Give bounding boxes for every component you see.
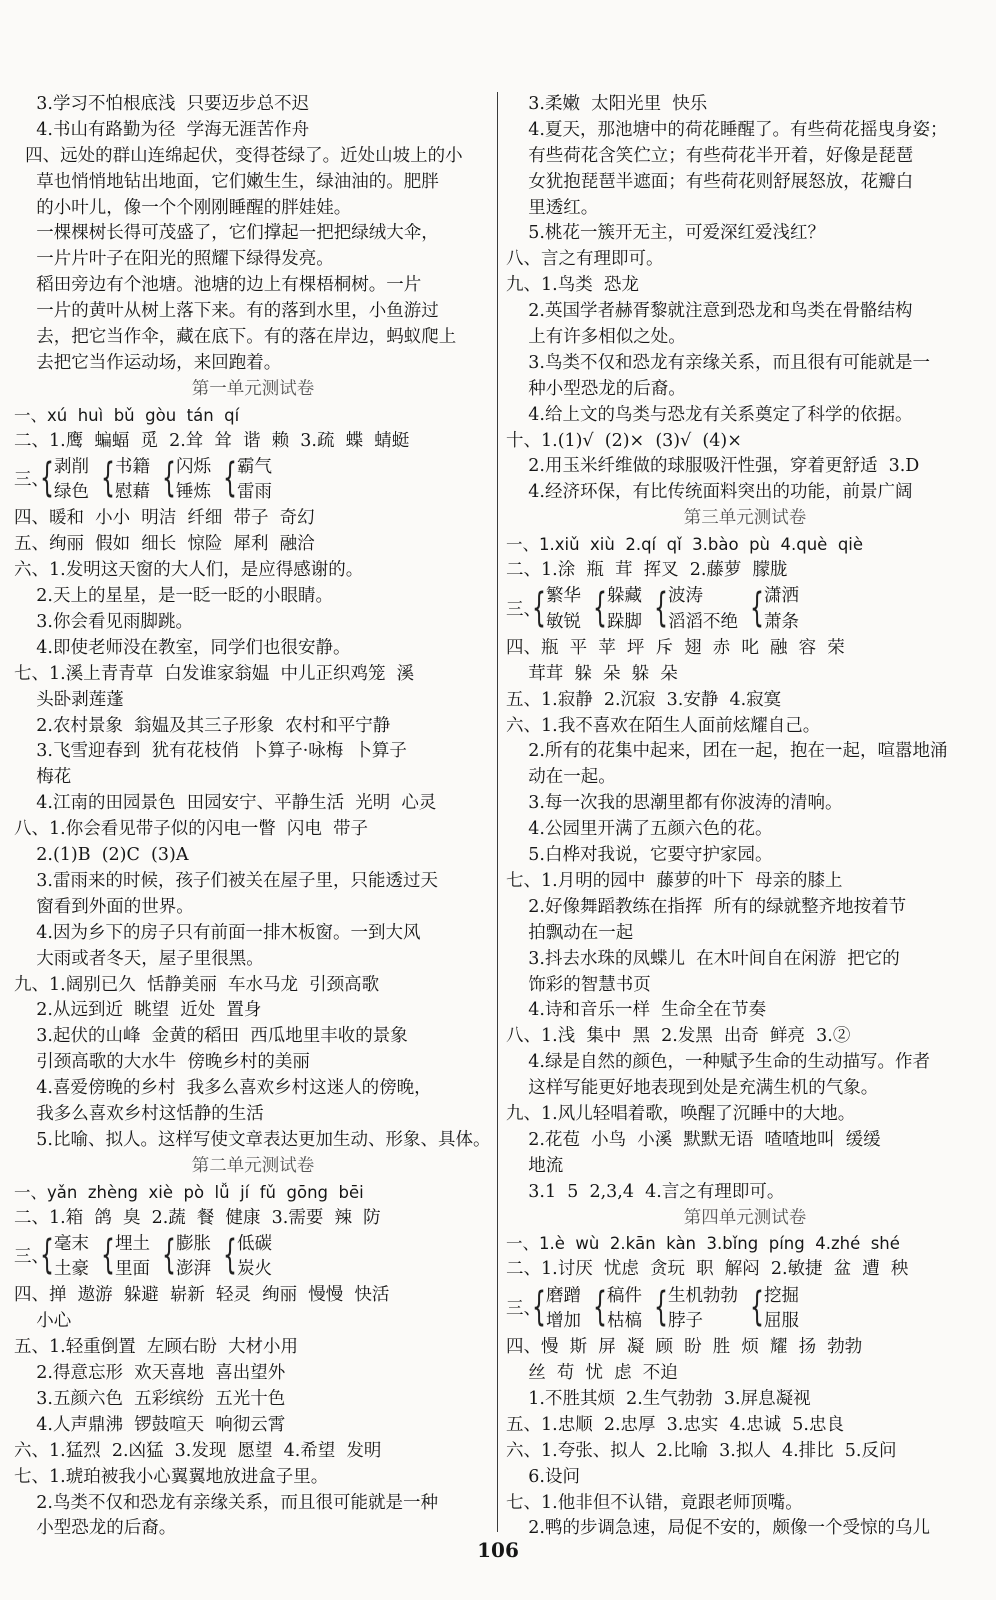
answer-line: 3.你会看见雨脚跳。 <box>14 612 193 633</box>
answer-line: 拍飘动在一起 <box>506 922 634 943</box>
answer-line: 一片片叶子在阳光的照耀下绿得发亮。 <box>14 249 334 270</box>
answer-line: 5.比喻、拟人。这样写使文章表达更加生动、形象、具体。 <box>14 1129 491 1150</box>
word-pair <box>764 584 799 635</box>
answer-line: 四、远处的群山连绵起伏，变得苍绿了。近处山坡上的小 <box>14 145 463 166</box>
word: 锤炼 <box>176 482 211 503</box>
answer-line: 上有许多相似之处。 <box>506 327 686 348</box>
answer-line: 六、1.我不喜欢在陌生人面前炫耀自己。 <box>506 715 821 736</box>
section-heading: 第四单元测试卷 <box>683 1207 807 1228</box>
answer-line: 引颈高歌的大水牛 傍晚乡村的美丽 <box>14 1052 310 1073</box>
pinyin-answer-line: 一、1.è wù 2.kān kàn 3.bǐng píng 4.zhé shé <box>506 1234 900 1254</box>
word: 稿件 <box>607 1285 642 1306</box>
answer-line: 3.五颜六色 五彩缤纷 五光十色 <box>14 1388 286 1409</box>
answer-line: 的小叶儿，像一个个刚刚睡醒的胖娃娃。 <box>14 197 352 218</box>
answer-line: 3.雷雨来的时候，孩子们被关在屋子里，只能透过天 <box>14 870 438 891</box>
answer-line: 二、1.鹰 蝙蝠 觅 2.耸 耸 谐 赖 3.疏 蝶 蜻蜓 <box>14 430 410 451</box>
brace-icon: { <box>654 584 668 631</box>
word: 跺脚 <box>607 611 642 632</box>
word: 生机勃勃 <box>668 1285 738 1306</box>
question-number: 三、 <box>506 599 541 620</box>
answer-line: 大雨或者冬天，屋子里很黑。 <box>14 948 264 969</box>
word: 潇洒 <box>764 586 799 607</box>
answer-line: 女犹抱琵琶半遮面；有些荷花则舒展怒放，花瓣白 <box>506 171 914 192</box>
answer-line: 去把它当作运动场，来回跑着。 <box>14 352 282 373</box>
answer-line: 2.英国学者赫胥黎就注意到恐龙和鸟类在骨骼结构 <box>506 301 913 322</box>
brace-icon: { <box>750 584 764 631</box>
answer-line: 4.诗和音乐一样 生命全在节奏 <box>506 1000 767 1021</box>
column-divider <box>497 92 498 1532</box>
word-pair <box>115 1232 150 1283</box>
answer-line: 五、1.忠顺 2.忠厚 3.忠实 4.忠诚 5.忠良 <box>506 1414 844 1435</box>
top-edge <box>0 0 996 1</box>
word: 敏锐 <box>546 611 581 632</box>
word: 挖掘 <box>764 1285 799 1306</box>
answer-line: 5.桃花一簇开无主，可爱深红爱浅红？ <box>506 223 825 244</box>
answer-line: 地流 <box>506 1155 564 1176</box>
word: 萧条 <box>764 611 799 632</box>
word: 雷雨 <box>237 482 272 503</box>
word: 慰藉 <box>115 482 150 503</box>
brace-icon: { <box>101 455 115 502</box>
answer-line: 窗看到外面的世界。 <box>14 896 194 917</box>
answer-line: 九、1.风儿轻唱着歌，唤醒了沉睡中的大地。 <box>506 1103 856 1124</box>
answer-line: 3.每一次我的思潮里都有你波涛的清响。 <box>506 793 843 814</box>
brace-icon: { <box>101 1232 115 1279</box>
word: 躲藏 <box>607 586 642 607</box>
answer-line: 十、1.(1)√ (2)× (3)√ (4)× <box>506 430 742 451</box>
brace-icon: { <box>162 455 176 502</box>
word: 闪烁 <box>176 456 211 477</box>
word: 滔滔不绝 <box>668 611 738 632</box>
answer-line: 五、1.寂静 2.沉寂 3.安静 4.寂寞 <box>506 689 782 710</box>
answer-line: 4.经济环保，有比传统面料突出的功能，前景广阔 <box>506 482 913 503</box>
brace-icon: { <box>532 584 546 631</box>
answer-line: 2.农村景象 翁媪及其三子形象 农村和平宁静 <box>14 715 391 736</box>
bracket-answer-group <box>506 584 984 636</box>
bracket-answer-group <box>14 1231 492 1283</box>
bracket-answer-group <box>14 454 492 506</box>
word: 毫末 <box>54 1233 89 1254</box>
pinyin-answer-line: 一、xú huì bǔ gòu tán qí <box>14 405 240 425</box>
answer-line: 6.设问 <box>506 1466 580 1487</box>
right-column <box>506 92 984 1542</box>
answer-line: 五、1.轻重倒置 左顾右盼 大材小用 <box>14 1337 298 1358</box>
word-pair <box>668 1284 738 1335</box>
word: 绿色 <box>54 482 89 503</box>
answer-line: 八、言之有理即可。 <box>506 249 664 270</box>
brace-icon: { <box>223 1232 237 1279</box>
answer-line: 头卧剥莲蓬 <box>14 689 124 710</box>
word: 剥削 <box>54 456 89 477</box>
brace-icon: { <box>593 1284 607 1331</box>
question-number: 三、 <box>14 1247 49 1268</box>
word: 磨蹭 <box>546 1285 581 1306</box>
bracket-answer-group <box>506 1283 984 1335</box>
word: 书籍 <box>115 456 150 477</box>
answer-line: 八、1.你会看见带子似的闪电一瞥 闪电 带子 <box>14 819 368 840</box>
answer-line: 4.绿是自然的颜色，一种赋予生命的生动描写。作者 <box>506 1052 930 1073</box>
question-number: 三、 <box>14 470 49 491</box>
answer-line: 二、1.箱 鸽 臭 2.蔬 餐 健康 3.需要 辣 防 <box>14 1207 381 1228</box>
answer-line: 里透红。 <box>506 197 599 218</box>
word-pair <box>237 1232 272 1283</box>
word: 土豪 <box>54 1259 89 1280</box>
answer-line: 四、瓶 平 苹 坪 斥 翅 赤 叱 融 容 荣 <box>506 637 845 658</box>
answer-line: 3.学习不怕根底浅 只要迈步总不迟 <box>14 94 310 114</box>
answer-line: 3.柔嫩 太阳光里 快乐 <box>506 94 708 114</box>
word-pair <box>237 455 272 506</box>
answer-line: 四、慢 斯 屏 凝 顾 盼 胜 烦 耀 扬 勃勃 <box>506 1337 863 1358</box>
answer-line: 3.1 5 2,3,4 4.言之有理即可。 <box>506 1181 785 1202</box>
answer-line: 草也悄悄地钻出地面，它们嫩生生，绿油油的。肥胖 <box>14 171 439 192</box>
word-pair <box>764 1284 799 1335</box>
answer-line: 梅花 <box>14 767 72 788</box>
answer-line: 3.起伏的山峰 金黄的稻田 西瓜地里丰收的景象 <box>14 1026 408 1047</box>
answer-line: 六、1.夸张、拟人 2.比喻 3.拟人 4.排比 5.反问 <box>506 1440 897 1461</box>
answer-line: 3.抖去水珠的凤蝶儿 在木叶间自在闲游 把它的 <box>506 948 900 969</box>
answer-line: 饰彩的智慧书页 <box>506 974 651 995</box>
answer-line: 4.因为乡下的房子只有前面一排木板窗。一到大风 <box>14 922 421 943</box>
answer-line: 1.不胜其烦 2.生气勃勃 3.屏息凝视 <box>506 1388 811 1409</box>
answer-line: 六、1.猛烈 2.凶猛 3.发现 愿望 4.希望 发明 <box>14 1440 382 1461</box>
word: 低碳 <box>237 1233 272 1254</box>
word-pair <box>607 584 642 635</box>
left-column <box>14 92 492 1542</box>
section-heading: 第一单元测试卷 <box>191 378 315 399</box>
page-number: 106 <box>477 1538 519 1562</box>
answer-line: 2.花苞 小鸟 小溪 默默无语 喳喳地叫 缓缓 <box>506 1129 881 1150</box>
answer-line: 五、绚丽 假如 细长 惊险 犀利 融洽 <box>14 534 315 555</box>
section-heading: 第二单元测试卷 <box>191 1155 315 1176</box>
brace-icon: { <box>593 584 607 631</box>
word: 屈服 <box>764 1311 799 1332</box>
answer-line: 4.江南的田园景色 田园安宁、平静生活 光明 心灵 <box>14 793 437 814</box>
word: 枯槁 <box>607 1311 642 1332</box>
answer-line: 种小型恐龙的后裔。 <box>506 378 686 399</box>
answer-line: 一棵棵树长得可茂盛了，它们撑起一把把绿绒大伞， <box>14 223 439 244</box>
answer-line: 4.即使老师没在教室，同学们也很安静。 <box>14 637 351 658</box>
brace-icon: { <box>223 455 237 502</box>
word: 脖子 <box>668 1311 703 1332</box>
answer-line: 2.(1)B (2)C (3)A <box>14 845 189 866</box>
answer-line: 4.人声鼎沸 锣鼓喧天 响彻云霄 <box>14 1414 286 1435</box>
word-pair <box>546 1284 581 1335</box>
pinyin-answer-line: 一、1.xiǔ xiù 2.qí qǐ 3.bào pù 4.què qiè <box>506 535 864 555</box>
answer-line: 3.鸟类不仅和恐龙有亲缘关系，而且很有可能就是一 <box>506 352 930 373</box>
word-pair <box>668 584 738 635</box>
answer-line: 这样写能更好地表现到处是充满生机的气象。 <box>506 1078 879 1099</box>
word: 增加 <box>546 1311 581 1332</box>
word-pair <box>546 584 581 635</box>
brace-icon: { <box>750 1284 764 1331</box>
answer-line: 4.喜爱傍晚的乡村 我多么喜欢乡村这迷人的傍晚， <box>14 1078 432 1099</box>
brace-icon: { <box>162 1232 176 1279</box>
answer-line: 5.白桦对我说，它要守护家园。 <box>506 845 773 866</box>
answer-line: 七、1.溪上青青草 白发谁家翁媪 中儿正织鸡笼 溪 <box>14 663 415 684</box>
answer-line: 茸茸 躲 朵 躲 朵 <box>506 663 678 684</box>
answer-line: 七、1.琥珀被我小心翼翼地放进盒子里。 <box>14 1466 329 1487</box>
answer-line: 2.好像舞蹈教练在指挥 所有的绿就整齐地按着节 <box>506 896 907 917</box>
answer-line: 有些荷花含笑伫立；有些荷花半开着，好像是琵琶 <box>506 145 914 166</box>
answer-line: 2.鸟类不仅和恐龙有亲缘关系，而且很可能就是一种 <box>14 1492 438 1513</box>
answer-line: 我多么喜欢乡村这恬静的生活 <box>14 1103 264 1124</box>
answer-line: 丝 苟 忧 虑 不迫 <box>506 1363 678 1384</box>
answer-line: 四、掸 遨游 躲避 崭新 轻灵 绚丽 慢慢 快活 <box>14 1285 390 1306</box>
answer-line: 二、1.讨厌 忧虑 贪玩 职 解闷 2.敏捷 盆 遭 秧 <box>506 1259 909 1280</box>
answer-line: 动在一起。 <box>506 767 616 788</box>
answer-line: 2.用玉米纤维做的球服吸汗性强，穿着更舒适 3.D <box>506 456 920 477</box>
word-pair <box>176 455 211 506</box>
word-pair <box>54 1232 89 1283</box>
answer-line: 4.给上文的鸟类与恐龙有关系奠定了科学的依据。 <box>506 404 913 425</box>
word: 里面 <box>115 1259 150 1280</box>
answer-line: 2.所有的花集中起来，团在一起，抱在一起，喧嚣地涌 <box>506 741 948 762</box>
word-pair <box>176 1232 211 1283</box>
answer-line: 小心 <box>14 1311 72 1332</box>
brace-icon: { <box>40 455 54 502</box>
word-pair <box>115 455 150 506</box>
brace-icon: { <box>40 1232 54 1279</box>
word: 炭火 <box>237 1259 272 1280</box>
answer-line: 4.书山有路勤为径 学海无涯苦作舟 <box>14 119 310 140</box>
pinyin-answer-line: 一、yǎn zhèng xiè pò lǚ jí fǔ gōng bēi <box>14 1182 364 1202</box>
answer-line: 4.夏天，那池塘中的荷花睡醒了。有些荷花摇曳身姿； <box>506 119 948 140</box>
answer-line: 七、1.月明的园中 藤萝的叶下 母亲的膝上 <box>506 870 843 891</box>
word: 霸气 <box>237 456 272 477</box>
answer-line: 2.得意忘形 欢天喜地 喜出望外 <box>14 1363 286 1384</box>
answer-line: 小型恐龙的后裔。 <box>14 1518 177 1539</box>
word: 埋土 <box>115 1233 150 1254</box>
question-number: 三、 <box>506 1299 541 1320</box>
answer-line: 2.天上的星星，是一眨一眨的小眼睛。 <box>14 586 333 607</box>
answer-line: 七、1.他非但不认错，竟跟老师顶嘴。 <box>506 1492 803 1513</box>
word: 膨胀 <box>176 1233 211 1254</box>
section-heading: 第三单元测试卷 <box>683 508 807 529</box>
answer-line: 四、暖和 小小 明洁 纤细 带子 奇幻 <box>14 508 315 529</box>
word-pair <box>607 1284 642 1335</box>
answer-line: 六、1.发明这天窗的大人们，是应得感谢的。 <box>14 560 364 581</box>
word: 波涛 <box>668 586 703 607</box>
answer-line: 4.公园里开满了五颜六色的花。 <box>506 819 773 840</box>
word-pair <box>54 455 89 506</box>
answer-line: 2.鸭的步调急速，局促不安的，颇像一个受惊的乌儿 <box>506 1518 930 1539</box>
answer-line: 二、1.涂 瓶 茸 挥叉 2.藤萝 朦胧 <box>506 560 788 581</box>
answer-line: 九、1.阔别已久 恬静美丽 车水马龙 引颈高歌 <box>14 974 380 995</box>
word: 澎湃 <box>176 1259 211 1280</box>
answer-line: 去，把它当作伞，藏在底下。有的落在岸边，蚂蚁爬上 <box>14 327 457 348</box>
brace-icon: { <box>532 1284 546 1331</box>
answer-line: 一片的黄叶从树上落下来。有的落到水里，小鱼游过 <box>14 301 439 322</box>
answer-line: 稻田旁边有个池塘。池塘的边上有棵梧桐树。一片 <box>14 275 422 296</box>
answer-line: 八、1.浅 集中 黑 2.发黑 出奇 鲜亮 3.② <box>506 1026 851 1047</box>
brace-icon: { <box>654 1284 668 1331</box>
answer-line: 九、1.鸟类 恐龙 <box>506 275 639 296</box>
word: 繁华 <box>546 586 581 607</box>
answer-line: 3.飞雪迎春到 犹有花枝俏 卜算子·咏梅 卜算子 <box>14 741 407 762</box>
answer-line: 2.从远到近 眺望 近处 置身 <box>14 1000 262 1021</box>
